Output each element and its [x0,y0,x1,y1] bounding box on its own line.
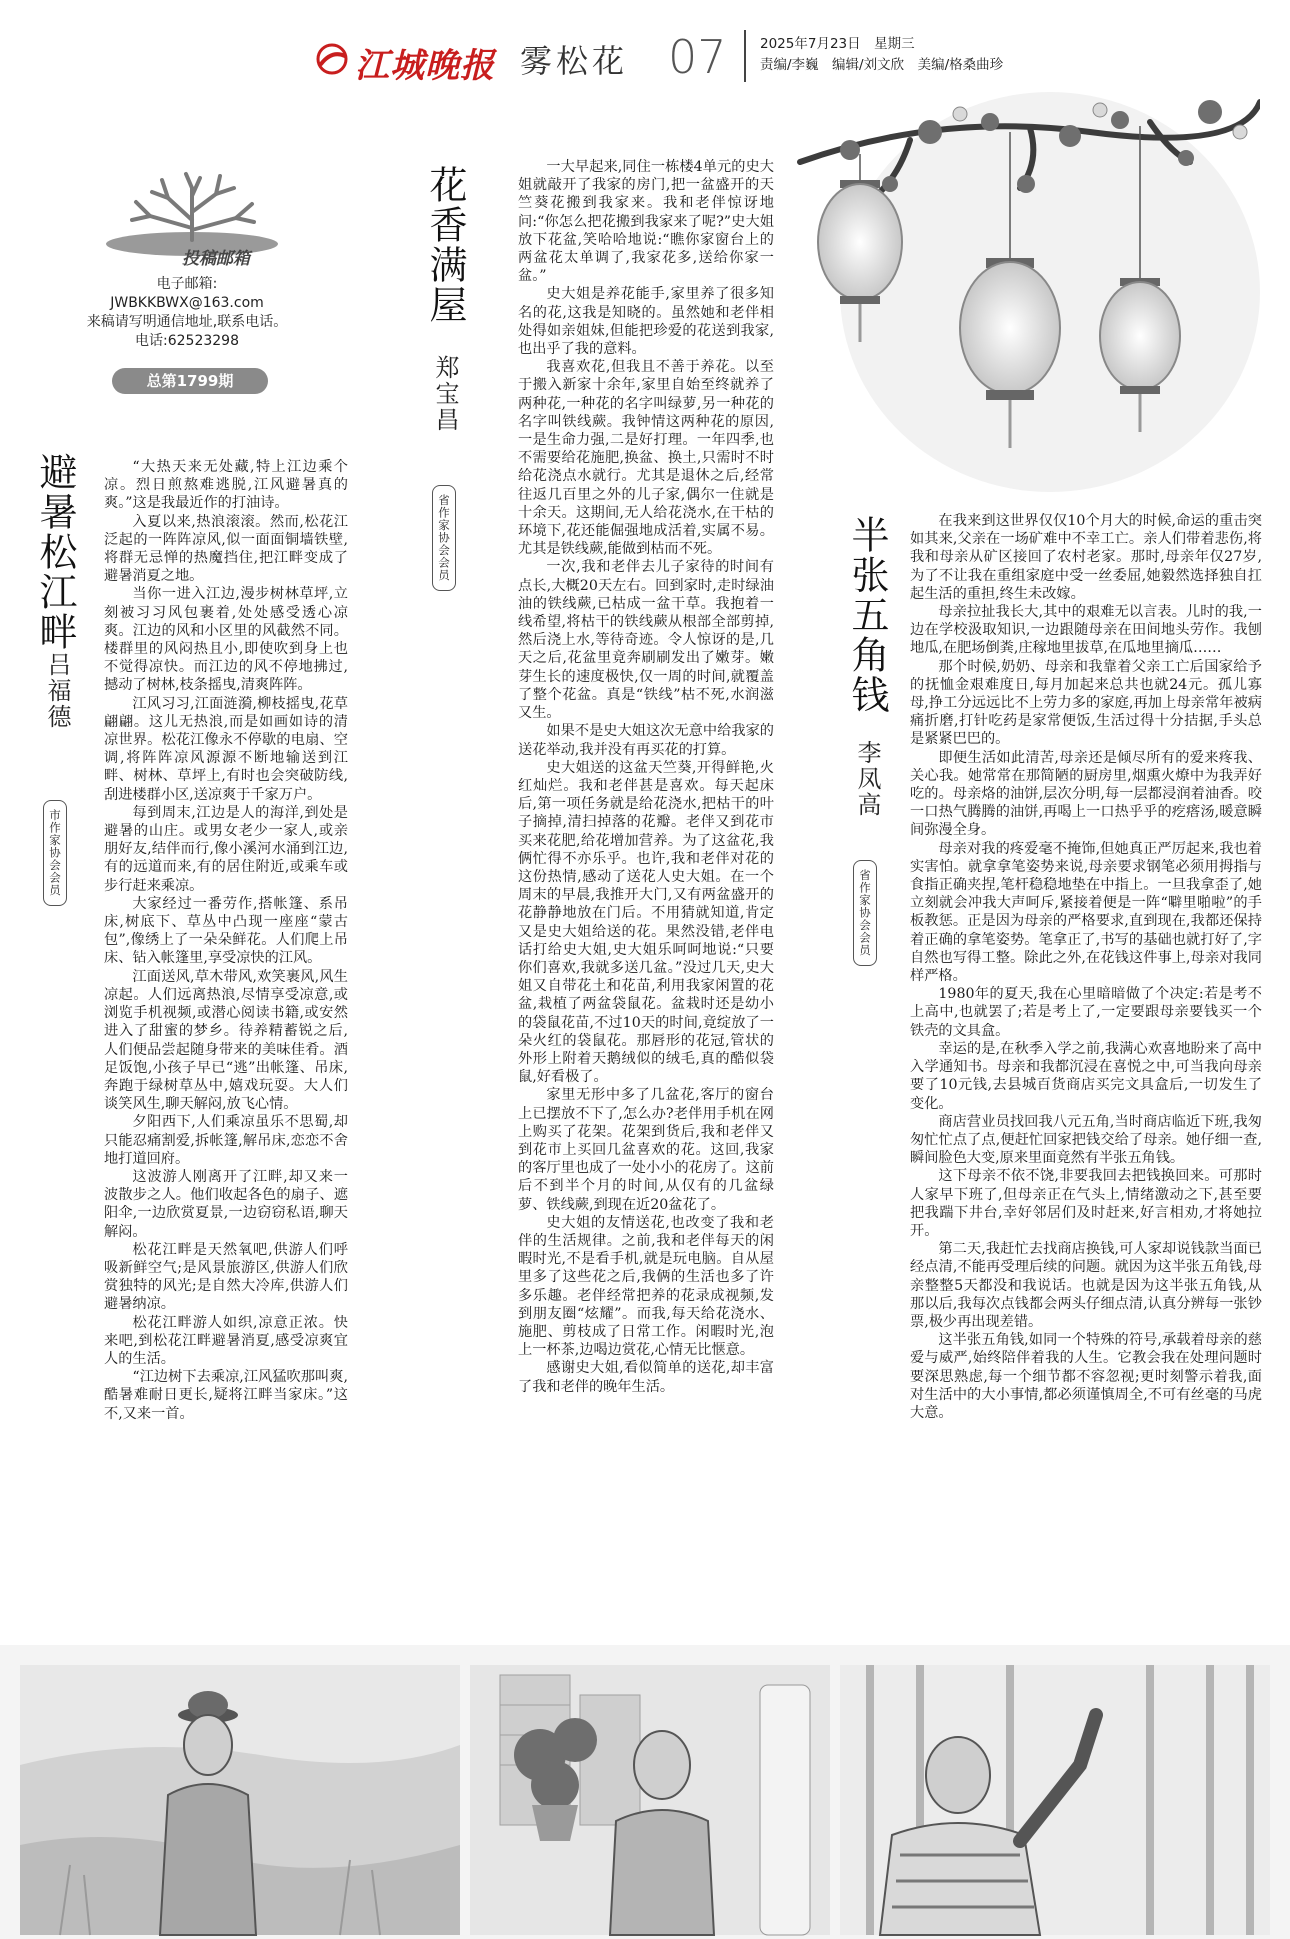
lantern-blossom-illustration [790,92,1260,492]
submission-mailbox [62,168,312,351]
article-2-author: 郑宝昌 [431,355,459,433]
author-photo-1 [20,1665,460,1935]
article-2-body [518,158,774,1396]
article-3-title: 半张五角钱 [845,515,889,715]
article-paragraph: 母亲对我的疼爱毫不掩饰,但她真正严厉起来,我也着实害怕。就拿拿笔姿势来说,母亲要求钢笔必须用拇指与食指正确夹捏,笔杆稳稳地垫在中指上。一旦我拿歪了,她立刻就会冲我大声呵斥,紧接着便是一阵“噼里啪啦”的手板教惩。正是因为母亲的严格要求,直到现在,我都还保持着正确的拿笔姿势。笔拿正了,书写的基础也就打好了,字自然也写得工整。除此之外,在花钱这件事上,母亲对我同样严格。 [910,840,1262,985]
article-paragraph: “江边树下去乘凉,江风猛吹那叫爽,酷暑难耐日更长,疑将江畔当家床。”这不,又来一首。 [104,1369,348,1422]
article-paragraph: 第二天,我赶忙去找商店换钱,可人家却说钱款当面已经点清,不能再受理后续的问题。就因为这半张五角钱,母亲整整5天都没和我说话。也就是因为这半张五角钱,从那以后,我每次点钱都会两头仔细点清,认真分辨每一张钞票,极少再出现差错。 [910,1241,1262,1330]
logo-emblem-icon [315,42,349,76]
mailbox-phone: 电话:62523298 [135,333,239,349]
article-paragraph: 当你一进入江边,漫步树林草坪,立刻被习习风包裹着,处处感受透心凉爽。江边的风和小区里的风截然不同。楼群里的风闷热且小,即使吹到身上也不觉得凉快。而江边的风不停地拂过,撼动了树林,枝条摇曳,清爽阵阵。 [104,586,348,694]
article-paragraph: 即便生活如此清苦,母亲还是倾尽所有的爱来疼我、关心我。她常常在那简陋的厨房里,烟熏火燎中为我弄好吃的。母亲烙的油饼,层次分明,每一层都浸润着油香。咬一口热气腾腾的油饼,再喝上一口热乎乎的疙瘩汤,暖意瞬间弥漫全身。 [910,749,1262,839]
mailbox-note: 来稿请写明通信地址,联系电话。 [86,314,288,330]
article-paragraph: “大热天来无处藏,特上江边乘个凉。烈日煎熬难逃脱,江风避暑真的爽。”这是我最近作的打油诗。 [104,459,348,512]
article-paragraph: 一次,我和老伴去儿子家待的时间有点长,大概20天左右。回到家时,走时绿油油的铁线蕨,已枯成一盆干草。我抱着一线希望,将枯干的铁线蕨从根部全部剪掉,然后浇上水,等待奇迹。令人惊讶的是,几天之后,花盆里竟奔刷刷发出了嫩芽。嫩芽生长的速度极快,仅一周的时间,就覆盖了整个花盆。真是“铁线”枯不死,水润滋又生。 [518,559,774,722]
author-photo-2 [470,1665,830,1935]
article-paragraph: 如果不是史大姐这次无意中给我家的送花举动,我并没有再买花的打算。 [518,723,774,758]
article-1-title: 避暑松江畔 [33,452,77,652]
article-3-body [910,512,1262,1422]
article-1-author-badge: 市作家协会会员 [43,800,67,906]
article-1-body [104,458,348,1423]
article-paragraph: 江风习习,江面涟漪,柳枝摇曳,花草翩翩。这儿无热浪,而是如画如诗的清凉世界。松花江像永不停歇的电扇、空调,将阵阵凉风源源不断地输送到江畔、树林、草坪上,有时也会突破防线,刮进楼群小区,送凉爽于千家万户。 [104,695,348,803]
article-paragraph: 母亲拉扯我长大,其中的艰难无以言表。儿时的我,一边在学校汲取知识,一边跟随母亲在田间地头劳作。我刨地瓜,在肥场倒粪,庄稼地里拔草,在瓜地里摘瓜…… [910,604,1262,657]
article-paragraph: 这半张五角钱,如同一个特殊的符号,承载着母亲的慈爱与威严,始终陪伴着我的人生。它教会我在处理问题时要深思熟虑,每一个细节都不容忽视;更时刻警示着我,面对生活中的大小事情,都必须谨慎周全,不可有丝毫的马虎大意。 [910,1332,1262,1421]
article-paragraph: 感谢史大姐,看似简单的送花,却丰富了我和老伴的晚年生活。 [518,1360,774,1395]
article-paragraph: 幸运的是,在秋季入学之前,我满心欢喜地盼来了高中入学通知书。母亲和我都沉浸在喜悦之中,可当我向母亲要了10元钱,去县城百货商店买完文具盒后,一切发生了变化。 [910,1040,1262,1112]
article-paragraph: 入夏以来,热浪滚滚。然而,松花江泛起的一阵阵凉风,似一面面铜墙铁壁,将群无忌惮的热魔挡住,把江畔变成了避暑消夏之地。 [104,513,348,585]
article-paragraph: 江面送风,草木带风,欢笑裹风,风生凉起。人们远离热浪,尽情享受凉意,或浏览手机视频,或潜心阅读书籍,或安然进入了甜蜜的梦乡。待养精蓄锐之后,人们便品尝起随身带来的美味佳肴。酒足饭饱,小孩子早已“逃”出帐篷、吊床,奔跑于绿树草丛中,嬉戏玩耍。大人们谈笑风生,聊天解闷,放飞心情。 [104,968,348,1113]
article-paragraph: 那个时候,奶奶、母亲和我靠着父亲工亡后国家给予的抚恤金艰难度日,每月加起来总共也就24元。孤儿寡母,挣工分远远比不上劳力多的家庭,再加上母亲常年被病痛折磨,打针吃药是家常便饭,生活过得十分拮据,手头总是紧紧巴巴的。 [910,658,1262,748]
article-paragraph: 松花江畔游人如织,凉意正浓。快来吧,到松花江畔避暑消夏,感受凉爽宜人的生活。 [104,1314,348,1367]
article-paragraph: 每到周末,江边是人的海洋,到处是避暑的山庄。或男女老少一家人,或亲朋好友,结伴而行,像小溪河水涌到江边,有的远道而来,有的居住附近,或乘车或步行赶来乘凉。 [104,804,348,894]
article-2-title: 花香满屋 [423,165,467,325]
article-paragraph: 夕阳西下,人们乘凉虽乐不思蜀,却只能忍痛割爱,拆帐篷,解吊床,恋恋不舍地打道回府。 [104,1114,348,1167]
issue-badge: 总第1799期 [112,368,268,394]
article-paragraph: 1980年的夏天,我在心里暗暗做了个决定:若是考不上高中,也就罢了;若是考上了,一定要跟母亲要钱买一个铁壳的文具盒。 [910,986,1262,1039]
mailbox-title: 投稿邮箱 [182,249,250,269]
author-photo-strip [0,1645,1290,1939]
article-paragraph: 史大姐的友情送花,也改变了我和老伴的生活规律。之前,我和老伴每天的闲暇时光,不是看手机,就是玩电脑。自从屋里多了这些花之后,我俩的生活也多了许多乐趣。老伴经常把养的花录成视频,发到朋友圈“炫耀”。而我,每天给花浇水、施肥、剪枝成了日常工作。闲暇时光,泡上一杯茶,边喝边赏花,心情无比惬意。 [518,1214,774,1359]
article-paragraph: 松花江畔是天然氧吧,供游人们呼吸新鲜空气;是风景旅游区,供游人们欣赏独特的风光;是自然大冷库,供游人们避暑纳凉。 [104,1241,348,1313]
email-address[interactable]: JWBKKBWX@163.com [110,295,264,311]
article-paragraph: 我喜欢花,但我且不善于养花。以至于搬入新家十余年,家里自始至终就养了两种花,一种花的名字叫绿萝,另一种花的名字叫铁线蕨。我钟情这两种花的原因,一是生命力强,二是好打理。一年四季,也不需要给花施肥,换盆、换土,只需时不时给花浇点水就行。尤其是退休之后,经常往返几百里之外的儿子家,偶尔一住就是十余天。这期间,无人给花浇水,在干枯的环境下,花还能倔强地成活着,实属不易。尤其是铁线蕨,能做到枯而不死。 [518,359,774,558]
page-number: 07 [668,30,727,84]
newspaper-logo [315,36,515,84]
email-label: 电子邮箱: [156,276,218,292]
article-paragraph: 大家经过一番劳作,搭帐篷、系吊床,树底下、草丛中凸现一座座“蒙古包”,像绣上了一朵朵鲜花。人们爬上吊床、钻入帐篷里,享受凉快的江风。 [104,895,348,967]
article-paragraph: 一大早起来,同住一栋楼4单元的史大姐就敲开了我家的房门,把一盆盛开的天竺葵花搬到我家来。我和老伴惊讶地问:“你怎么把花搬到我家来了呢?”史大姐放下花盆,笑哈哈地说:“瞧你家窗台上的两盆花太单调了,我家花多,送给你家一盆。” [518,159,774,285]
logo-text: 江城晚报 [355,46,495,86]
article-paragraph: 这波游人刚离开了江畔,却又来一波散步之人。他们收起各色的扇子、遮阳伞,一边欣赏夏景,一边窃窃私语,聊天解闷。 [104,1168,348,1240]
article-paragraph: 商店营业员找回我八元五角,当时商店临近下班,我匆匆忙忙点了点,便赶忙回家把钱交给了母亲。她仔细一查,瞬间脸色大变,原来里面竟然有半张五角钱。 [910,1113,1262,1167]
header-divider [744,30,746,82]
editor-credits: 责编/李巍 编辑/刘文欣 美编/格桑曲珍 [760,57,1004,73]
article-paragraph: 史大姐是养花能手,家里养了很多知名的花,这我是知晓的。虽然她和老伴相处得如亲姐妹,但能把珍爱的花送到我家,也出乎了我的意料。 [518,286,774,358]
article-paragraph: 家里无形中多了几盆花,客厅的窗台上已摆放不下了,怎么办?老伴用手机在网上购买了花架。花架到货后,我和老伴又到花市上买回几盆喜欢的花。这回,我家的客厅里也成了一处小小的花房了。这前后不到半个月的时间,从仅有的几盆绿萝、铁线蕨,到现在近20盆花了。 [518,1087,774,1213]
issue-date: 2025年7月23日 星期三 [760,36,915,52]
article-2-author-badge: 省作家协会会员 [432,485,456,591]
section-name: 雾松花 [520,42,629,80]
article-1-author: 吕福德 [43,652,71,730]
article-3-author: 李凤高 [853,740,881,818]
author-photo-3 [840,1665,1270,1935]
article-3-author-badge: 省作家协会会员 [853,860,877,966]
header-meta [760,34,1003,76]
article-paragraph: 在我来到这世界仅仅10个月大的时候,命运的重击突如其来,父亲在一场矿难中不幸工亡。亲人们带着悲伤,将我和母亲从矿区接回了农村老家。那时,母亲年仅27岁,为了不让我在重组家庭中受一丝委屈,她毅然选择独自扛起生活的重担,终生未改嫁。 [910,513,1262,602]
article-paragraph: 史大姐送的这盆天竺葵,开得鲜艳,火红灿烂。我和老伴甚是喜欢。每天起床后,第一项任务就是给花浇水,把枯干的叶子摘掉,清扫掉落的花瓣。老伴又到花市买来花肥,给花增加营养。为了这盆花,我俩忙得不亦乐乎。也许,我和老伴对花的这份热情,感动了送花人史大姐。在一个周末的早晨,我推开大门,又有两盆盛开的花静静地放在门后。不用猜就知道,肯定又是史大姐给送的花。果然没错,老伴电话打给史大姐,史大姐乐呵呵地说:“只要你们喜欢,我就多送几盆。”没过几天,史大姐又自带花土和花苗,利用我家闲置的花盆,栽植了两盆袋鼠花。盆栽时还是幼小的袋鼠花苗,不过10天的时间,竟绽放了一朵火红的袋鼠花。那唇形的花冠,管状的外形上附着天鹅绒似的绒毛,真的酷似袋鼠,好看极了。 [518,759,774,1086]
article-paragraph: 这下母亲不依不饶,非要我回去把钱换回来。可那时人家早下班了,但母亲正在气头上,情绪激动之下,甚至要把我踹下井台,幸好邻居们及时赶来,好言相劝,才将她拉开。 [910,1168,1262,1239]
